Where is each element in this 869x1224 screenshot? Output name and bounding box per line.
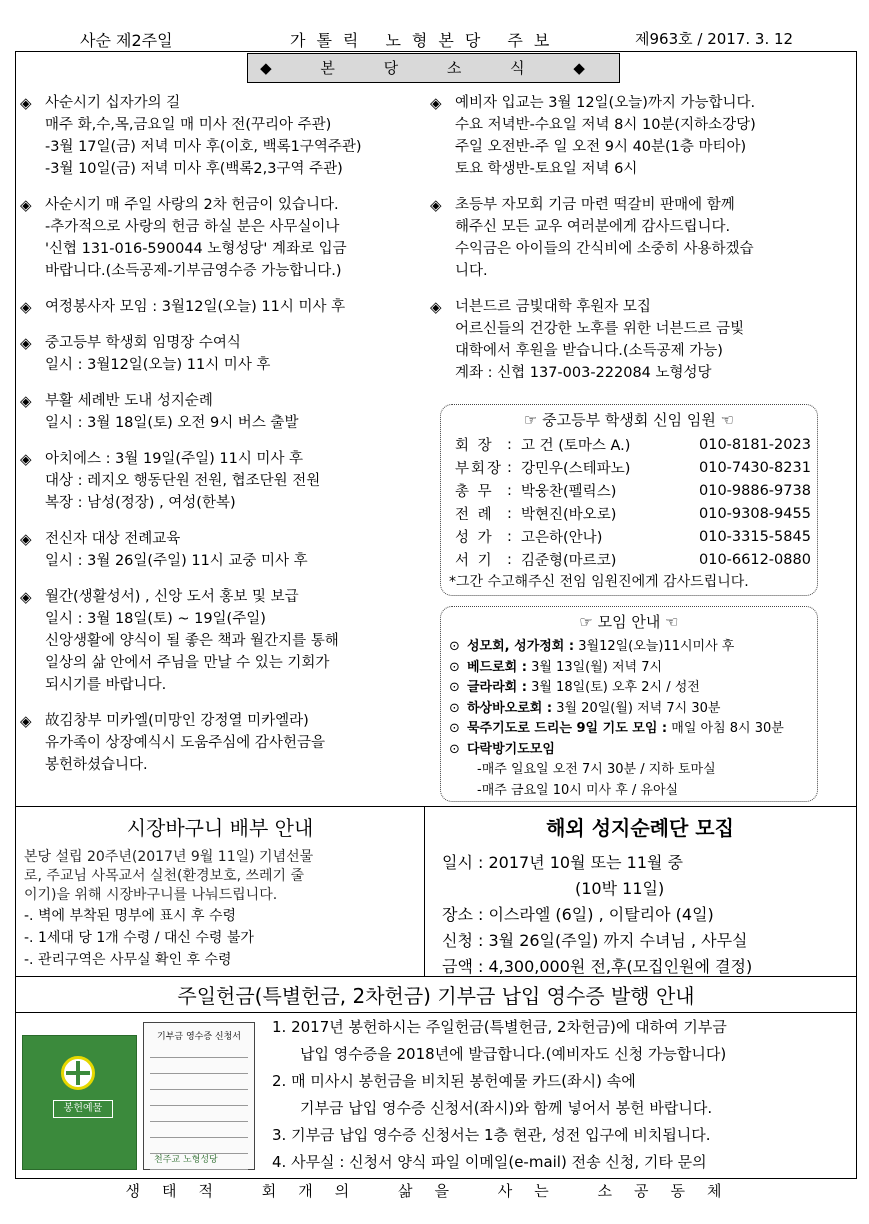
meeting-item [449, 676, 817, 697]
diamond-bullet-icon: ◈ [430, 196, 442, 214]
circle-dot-icon: ⊙ [449, 639, 460, 654]
meeting-name: 하상바오로회 : [467, 700, 553, 716]
news-item-line: 수익금은 아이들의 간식비에 소중히 사용하겠습 [455, 241, 754, 257]
news-item-line: 어르신들의 건강한 노후를 위한 너븐드르 금빛 [455, 321, 745, 337]
news-item-line: -3월 17일(금) 저녁 미사 후(이호, 백록1구역주관) [45, 139, 362, 155]
officer-colon: : [507, 551, 512, 568]
news-item-title: 전신자 대상 전례교육 [45, 531, 181, 547]
news-item-line: -추가적으로 사랑의 헌금 하실 분은 사무실이나 [45, 219, 340, 235]
meeting-list [441, 635, 817, 799]
news-item-line: 일상의 삶 안에서 주님을 만날 수 있는 기회가 [45, 655, 330, 671]
news-item-line: 수요 저녁반-수요일 저녁 8시 10분(지하소강당) [455, 117, 756, 133]
diamond-bullet-icon: ◈ [20, 392, 32, 410]
officers-table [455, 433, 811, 571]
meeting-item [449, 656, 817, 677]
new-officers-box [440, 404, 818, 596]
news-item-line: 대학에서 후원을 받습니다.(소득공제 가능) [455, 343, 723, 359]
officer-name: 김준형(마르코) [521, 553, 617, 569]
news-item-line: 되시기를 바랍니다. [45, 677, 167, 693]
meeting-detail: 3월12일(오늘)11시미사 후 [574, 639, 735, 654]
officer-row [455, 548, 811, 571]
diamond-bullet-icon: ◈ [20, 94, 32, 112]
sunday-name: 사순 제2주일 [80, 31, 173, 50]
meeting-detail: 3월 18일(토) 오후 2시 / 성전 [526, 680, 700, 695]
bulletin-footer-motto: 생태적 회개의 삶을 사는 소공동체 [125, 1182, 744, 1200]
diamond-bullet-icon: ◈ [20, 334, 32, 352]
diamond-bullet-icon: ◈ [430, 94, 442, 112]
officer-role: 성 가 [455, 530, 494, 546]
receipt-instruction: 기부금 납입 영수증 신청서(좌시)와 함께 넣어서 봉헌 바랍니다. [300, 1099, 713, 1117]
news-item-title: 예비자 입교는 3월 12일(오늘)까지 가능합니다. [455, 95, 756, 111]
meeting-schedule: -매주 일요일 오전 7시 30분 / 지하 토마실 [477, 762, 716, 777]
pilgrimage-detail: 장소 : 이스라엘 (6일) , 이탈리아 (4일) [442, 905, 714, 924]
meeting-item [449, 717, 817, 738]
circle-dot-icon: ⊙ [449, 721, 460, 736]
meetings-box [440, 606, 818, 802]
cross-emblem-icon [61, 1056, 95, 1090]
news-item-title: 여정봉사자 모임 : 3월12일(오늘) 11시 미사 후 [45, 299, 346, 315]
meeting-schedule: -매주 금요일 10시 미사 후 / 유아실 [477, 782, 679, 798]
right-news-column [430, 92, 830, 398]
news-item [20, 332, 420, 376]
news-item [20, 448, 420, 514]
diamond-bullet-icon: ◈ [20, 196, 32, 214]
officer-colon: : [507, 528, 512, 545]
diamond-bullet-icon: ◈ [20, 588, 32, 606]
basket-rule: -. 벽에 부착된 명부에 표시 후 수령 [24, 908, 237, 924]
meeting-name: 다락방기도모임 [467, 741, 555, 757]
officer-role: 서 기 [455, 553, 494, 569]
news-item-line: 일시 : 3월 18일(토) ~ 19일(주일) [45, 611, 266, 627]
officer-colon: : [507, 505, 512, 522]
news-item [20, 92, 420, 180]
news-item-line: 매주 화,수,목,금요일 매 미사 전(꾸리아 주관) [45, 117, 332, 133]
section-divider [15, 806, 857, 807]
news-item [20, 528, 420, 572]
news-item-line: 일시 : 3월12일(오늘) 11시 미사 후 [45, 357, 271, 373]
receipt-instruction: 1. 2017년 봉헌하시는 주일헌금(특별헌금, 2차헌금)에 대하여 기부금 [272, 1018, 727, 1036]
circle-dot-icon: ⊙ [449, 700, 460, 716]
meeting-item [449, 697, 817, 718]
receipt-form-image [143, 1022, 255, 1170]
news-item [430, 92, 830, 180]
receipt-instructions [272, 1014, 727, 1176]
circle-dot-icon: ⊙ [449, 741, 460, 757]
section-divider [15, 1012, 857, 1013]
officer-phone: 010-8181-2023 [699, 436, 811, 453]
news-item-line: 유가족이 상장예식시 도움주심에 감사헌금을 [45, 735, 325, 751]
circle-dot-icon: ⊙ [449, 659, 460, 675]
news-item-title: 월간(생활성서) , 신앙 도서 홍보 및 보급 [45, 589, 299, 605]
column-divider [424, 806, 425, 976]
meeting-name: 묵주기도로 드리는 9일 기도 모임 : [467, 721, 668, 736]
officer-name: 강민우(스테파노) [521, 461, 631, 477]
diamond-bullet-icon: ◈ [20, 298, 32, 316]
officer-colon: : [507, 459, 512, 476]
officer-role: 총 무 [455, 484, 494, 500]
news-item-title: 부활 세례반 도내 성지순례 [45, 393, 213, 409]
officer-name: 박현진(바오로) [521, 507, 617, 523]
news-item-line: 계좌 : 신협 137-003-222084 노형성당 [455, 365, 712, 381]
news-item-title: 너븐드르 금빛대학 후원자 모집 [455, 299, 651, 315]
pilgrimage-detail: 신청 : 3월 26일(주일) 까지 수녀님 , 사무실 [442, 931, 748, 950]
news-item-title: 초등부 자모회 기금 마련 떡갈비 판매에 함께 [455, 197, 735, 213]
news-item-title: 중고등부 학생회 임명장 수여식 [45, 335, 241, 351]
news-item-title: 故김창부 미카엘(미망인 강정열 미카엘라) [45, 713, 309, 729]
receipt-instruction: 납입 영수증을 2018년에 발급합니다.(예비자도 신청 가능합니다) [300, 1045, 727, 1063]
diamond-bullet-icon: ◈ [20, 450, 32, 468]
parish-news-banner: ◆ 본 당 소 식 ◆ [247, 53, 620, 83]
basket-text-line: 이기)을 위해 시장바구니를 나눠드립니다. [24, 887, 278, 903]
meetings-title: ☞ 모임 안내 ☜ [579, 613, 679, 631]
meeting-item [449, 738, 817, 759]
offering-card-label: 봉헌예물 [53, 1100, 113, 1118]
receipt-instruction: 3. 기부금 납입 영수증 신청서는 1층 현관, 성전 입구에 비치됩니다. [272, 1126, 711, 1144]
receipt-instruction: 4. 사무실 : 신청서 양식 파일 이메일(e-mail) 전송 신청, 기타 문의 [272, 1153, 707, 1171]
officer-colon: : [507, 436, 512, 453]
news-item [430, 296, 830, 384]
diamond-bullet-icon: ◈ [20, 530, 32, 548]
news-item-line: 주일 오전반-주 일 오전 9시 40분(1층 마티아) [455, 139, 747, 155]
news-item [20, 586, 420, 696]
meeting-name: 글라라회 : [467, 680, 527, 695]
officer-role: 부회장 [455, 461, 504, 477]
news-item-line: '신협 131-016-590044 노형성당' 계좌로 입금 [45, 241, 347, 257]
officer-row [455, 502, 811, 525]
pilgrimage-detail: (10박 11일) [575, 879, 665, 898]
news-item-line: 일시 : 3월 26일(주일) 11시 교중 미사 후 [45, 553, 308, 569]
circle-dot-icon: ⊙ [449, 680, 460, 695]
news-item-line: -3월 10일(금) 저녁 미사 후(백록2,3구역 주관) [45, 161, 343, 177]
meeting-detail: 매일 아침 8시 30분 [667, 721, 784, 736]
basket-text-line: 본당 설립 20주년(2017년 9월 11일) 기념선물 [24, 849, 314, 865]
basket-rules [20, 905, 420, 971]
issue-number-date: 제963호 / 2017. 3. 12 [635, 30, 794, 48]
news-item [20, 296, 420, 318]
news-item [430, 194, 830, 282]
officer-name: 고 건 (토마스 A.) [521, 438, 631, 454]
news-item [20, 194, 420, 282]
pilgrimage-section [430, 812, 850, 980]
news-item-title: 사순시기 매 주일 사랑의 2차 헌금이 있습니다. [45, 197, 339, 213]
officer-row [455, 479, 811, 502]
shopping-basket-section [20, 812, 420, 971]
officer-colon: : [507, 482, 512, 499]
meeting-name: 성모회, 성가정회 : [467, 639, 575, 654]
meeting-item [449, 635, 817, 656]
officer-phone: 010-3315-5845 [699, 528, 811, 545]
basket-rule: -. 관리구역은 사무실 확인 후 수령 [24, 952, 232, 968]
meeting-detail: 3월 13일(월) 저녁 7시 [526, 659, 663, 675]
basket-body [20, 848, 420, 905]
officer-role: 회 장 [455, 438, 494, 454]
news-item-line: 니다. [455, 263, 488, 279]
basket-title: 시장바구니 배부 안내 [126, 816, 314, 840]
news-item-line: 해주신 모든 교우 여러분에게 감사드립니다. [455, 219, 731, 235]
officer-phone: 010-7430-8231 [699, 459, 811, 476]
meeting-detail: 3월 20일(월) 저녁 7시 30분 [552, 700, 721, 716]
officer-role: 전 례 [455, 507, 494, 523]
receipt-instruction: 2. 매 미사시 봉헌금을 비치된 봉헌예물 카드(좌시) 속에 [272, 1072, 636, 1090]
diamond-bullet-icon: ◈ [20, 712, 32, 730]
left-news-column [20, 92, 420, 790]
news-item-line: 복장 : 남성(정장) , 여성(한복) [45, 495, 236, 511]
news-item [20, 710, 420, 776]
meeting-name: 베드로회 : [467, 659, 527, 675]
officer-row [455, 456, 811, 479]
news-item-line: 신앙생활에 양식이 될 좋은 책과 월간지를 통해 [45, 633, 339, 649]
officer-phone: 010-9308-9455 [699, 505, 811, 522]
officers-title: ☞ 중고등부 학생회 신임 임원 ☜ [523, 411, 735, 429]
news-item [20, 390, 420, 434]
news-item-line: 바랍니다.(소득공제-기부금영수증 가능합니다.) [45, 263, 342, 279]
receipt-form-title: 기부금 영수증 신청서 [157, 1032, 241, 1042]
officers-note: *그간 수고해주신 전임 임원진에게 감사드립니다. [449, 574, 749, 590]
officer-phone: 010-9886-9738 [699, 482, 811, 499]
news-item-title: 아치에스 : 3월 19일(주일) 11시 미사 후 [45, 451, 304, 467]
pilgrimage-detail: 일시 : 2017년 10월 또는 11월 중 [442, 853, 683, 872]
receipt-form-footer: 천주교 노형성당 [154, 1155, 218, 1165]
basket-rule: -. 1세대 당 1개 수령 / 대신 수령 불가 [24, 930, 254, 946]
bulletin-title: 가톨릭 노형본당 주보 [290, 31, 561, 50]
offering-card-image [22, 1035, 137, 1170]
news-item-line: 대상 : 레지오 행동단원 전원, 협조단원 전원 [45, 473, 321, 489]
pilgrimage-detail: 금액 : 4,300,000원 전,후(모집인원에 결정) [442, 957, 753, 976]
news-item-line: 봉헌하셨습니다. [45, 757, 148, 773]
officer-row [455, 525, 811, 548]
pilgrimage-title: 해외 성지순례단 모집 [546, 816, 734, 840]
basket-text-line: 로, 주교님 사목교서 실천(환경보호, 쓰레기 줄 [24, 868, 305, 884]
news-item-line: 토요 학생반-토요일 저녁 6시 [455, 161, 638, 177]
diamond-bullet-icon: ◈ [430, 298, 442, 316]
news-item-title: 사순시기 십자가의 길 [45, 95, 181, 111]
officer-name: 박웅찬(펠릭스) [521, 484, 617, 500]
officer-name: 고은하(안나) [521, 530, 603, 546]
officer-phone: 010-6612-0880 [699, 551, 811, 568]
officer-row [455, 433, 811, 456]
news-item-line: 일시 : 3월 18일(토) 오전 9시 버스 출발 [45, 415, 299, 431]
receipt-section-title: 주일헌금(특별헌금, 2차헌금) 기부금 납입 영수증 발행 안내 [177, 984, 695, 1008]
